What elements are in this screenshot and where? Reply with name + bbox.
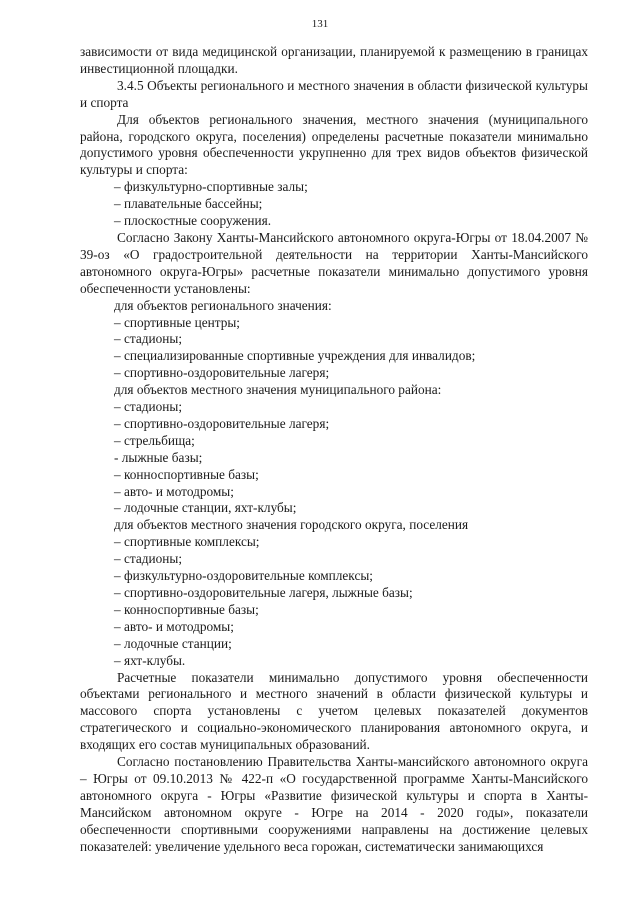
list-item: – яхт-клубы. [114, 652, 186, 668]
list-item: – конноспортивные базы; [114, 601, 259, 617]
list-item: – стадионы; [114, 331, 183, 347]
list-item: – спортивно-оздоровительные лагеря; [114, 415, 330, 431]
list-item: – авто- и мотодромы; [114, 483, 234, 499]
page-content [80, 44, 588, 856]
list-item: – стадионы; [114, 399, 183, 415]
list-intro: для объектов регионального значения: [114, 297, 332, 313]
list-item: – авто- и мотодромы; [114, 618, 234, 634]
object-types-list [80, 179, 588, 230]
list-item: – физкультурно-спортивные залы; [114, 179, 308, 195]
list-item: – спортивно-оздоровительные лагеря; [114, 365, 330, 381]
list-item: – стадионы; [114, 551, 183, 567]
district-objects-list [80, 382, 588, 517]
list-item: – плоскостные сооружения. [114, 213, 272, 229]
list-intro: для объектов местного значения городского округа, поселения [114, 517, 469, 533]
list-item: – конноспортивные базы; [114, 466, 259, 482]
section-heading: 3.4.5 Объекты регионального и местного значения в области физической культуры и спорта [80, 77, 588, 110]
page-number: 131 [311, 18, 329, 30]
list-item: – специализированные спортивные учреждения для инвалидов; [114, 348, 476, 364]
list-item: – спортивные комплексы; [114, 534, 260, 550]
paragraph-continuation: зависимости от вида медицинской организации, планируемой к размещению в границах инвестиционной площадки. [80, 44, 588, 76]
paragraph-government-program: Согласно постановлению Правительства Ханты-мансийского автономного округа – Югры от 09.10.2013 № 422-п «О государственной программе Ханты-Мансийского автономного округа - Югры «Развитие физической культуры и спорта в Ханты-Мансийском автономном округе - Югре на 2014 - 2020 годы», показатели обеспеченности спортивными сооружениями направлены на достижение целевых показателей: увеличение удельного веса горожан, систематически занимающихся [80, 754, 588, 854]
city-objects-list [80, 517, 588, 669]
list-item: – лодочные станции; [114, 635, 232, 651]
list-item: – спортивно-оздоровительные лагеря, лыжные базы; [114, 585, 413, 600]
list-item: – лодочные станции, яхт-клубы; [114, 500, 297, 516]
regional-objects-list [80, 298, 588, 383]
paragraph-object-types: Для объектов регионального значения, местного значения (муниципального района, городского округа, поселения) определены расчетные показатели минимально допустимого уровня обеспеченности укрупненно для трех видов объектов физической культуры и спорта: [80, 111, 588, 178]
paragraph-target-indicators: Расчетные показатели минимально допустимого уровня обеспеченности объектами регионального и местного значений в области физической культуры и массового спорта установлены с учетом целевых показателей документов стратегического и социально-экономического планирования автономного округа, и входящих его состав муниципальных образований. [80, 669, 588, 753]
list-item: – плавательные бассейны; [114, 196, 263, 212]
list-item: – физкультурно-оздоровительные комплексы; [114, 568, 373, 584]
paragraph-law-reference: Согласно Закону Ханты-Мансийского автономного округа-Югры от 18.04.2007 № 39-оз «О градостроительной деятельности на территории Ханты-Мансийского автономного округа-Югры» расчетные показатели минимально допустимого уровня обеспеченности установлены: [80, 229, 588, 296]
list-item: – стрельбища; [114, 432, 195, 448]
list-item: - лыжные базы; [114, 449, 203, 465]
list-intro: для объектов местного значения муниципального района: [114, 382, 442, 398]
list-item: – спортивные центры; [114, 314, 240, 330]
